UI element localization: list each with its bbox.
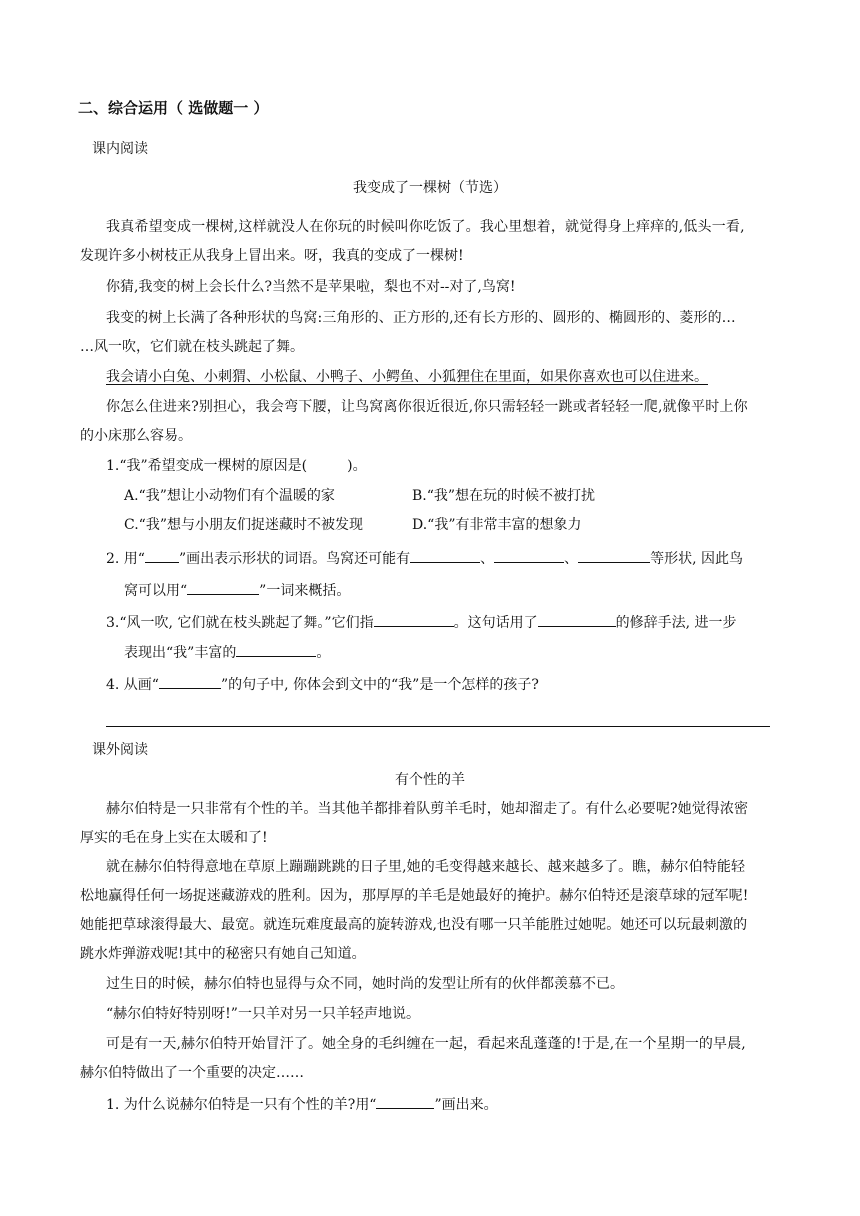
q3-line2-text-1: 表现出“我”丰富的 xyxy=(124,645,237,661)
q1-option-c[interactable]: C.“我”想与小朋友们捉迷藏时不被发现 xyxy=(124,517,363,533)
q2-blank-3[interactable] xyxy=(578,548,650,563)
q3-line2-text-2: 。 xyxy=(316,645,331,661)
q3-text-3: 的修辞手法, 进一步 xyxy=(615,615,737,631)
q4-text-1: 4. 从画“ xyxy=(106,677,159,693)
outclass-p2-line2: 松地赢得任何一场捉迷藏游戏的胜利。因为，那厚厚的羊毛是她最好的掩护。赫尔伯特还是滚草球的冠军呢! xyxy=(80,888,749,904)
inclass-question-3 xyxy=(106,612,736,633)
inclass-p5-line1: 你怎么住进来?别担心，我会弯下腰，让鸟窝离你很近很近,你只需轻轻一跳或者轻轻一爬,就像平时上你 xyxy=(106,399,748,415)
inclass-p4-underlined-sentence: 我会请小白兔、小刺猬、小松鼠、小鸭子、小鳄鱼、小狐狸住在里面，如果你喜欢也可以住进来。 xyxy=(106,369,708,385)
q3-text-1: 3.“风一吹, 它们就在枝头跳起了舞。”它们指 xyxy=(106,615,374,631)
q2-text-3: 等形状, 因此鸟 xyxy=(650,551,744,567)
q2-line2-text-2: ”一词来概括。 xyxy=(259,583,351,599)
outclass-p2-line3: 她能把草球滚得最大、最宽。就连玩难度最高的旋转游戏,也没有哪一只羊能胜过她呢。她还可以玩最刺激的 xyxy=(80,917,748,933)
q1-stem: 1.“我”希望变成一棵树的原因是( xyxy=(106,458,308,474)
section-heading: 二、综合运用（ 选做题一 ） xyxy=(78,99,269,117)
outclass-p2-line4: 跳水炸弹游戏呢!其中的秘密只有她自己知道。 xyxy=(80,946,366,962)
q4-underline-sample xyxy=(159,674,221,689)
q1-option-b[interactable]: B.“我”想在玩的时候不被打扰 xyxy=(412,488,596,504)
q2-line2-text-1: 窝可以用“ xyxy=(124,583,188,599)
outclass-p3: 过生日的时候，赫尔伯特也显得与众不同，她时尚的发型让所有的伙伴都羡慕不已。 xyxy=(106,976,624,992)
oq1-text-2: ”画出来。 xyxy=(434,1097,498,1113)
q2-text-1: 2. 用“ xyxy=(106,551,145,567)
oq1-underline-sample xyxy=(376,1094,434,1109)
outclass-p5-line1: 可是有一天,赫尔伯特开始冒汗了。她全身的毛纠缠在一起，看起来乱蓬蓬的!于是,在一个星期一的早晨, xyxy=(106,1036,746,1052)
inclass-question-1 xyxy=(106,456,367,476)
q2-blank-2[interactable] xyxy=(494,548,564,563)
outclass-p4: “赫尔伯特好特别呀!”一只羊对另一只羊轻声地说。 xyxy=(106,1006,420,1022)
inclass-p3-line2: …风一吹，它们就在枝头跳起了舞。 xyxy=(80,339,304,355)
inclass-p2: 你猜,我变的树上会长什么?当然不是苹果啦，梨也不对--对了,鸟窝! xyxy=(106,279,516,295)
outclass-p1-line1: 赫尔伯特是一只非常有个性的羊。当其他羊都排着队剪羊毛时，她却溜走了。有什么必要呢?她觉得浓密 xyxy=(106,801,749,817)
oq1-text-1: 1. 为什么说赫尔伯特是一只有个性的羊?用“ xyxy=(106,1097,377,1113)
inclass-question-2-line2 xyxy=(124,580,350,601)
inclass-title: 我变成了一棵树（节选） xyxy=(353,180,507,196)
outclass-label: 课外阅读 xyxy=(92,742,148,758)
q2-blank-1[interactable] xyxy=(410,548,480,563)
inclass-label: 课内阅读 xyxy=(92,141,148,157)
q3-blank-3[interactable] xyxy=(236,642,316,657)
q2-sep-2: 、 xyxy=(564,551,579,567)
outclass-p5-line2: 赫尔伯特做出了一个重要的决定…… xyxy=(80,1065,304,1081)
q1-tail: )。 xyxy=(347,458,367,474)
q2-sep-1: 、 xyxy=(480,551,495,567)
q1-option-d[interactable]: D.“我”有非常丰富的想象力 xyxy=(412,517,582,533)
q3-blank-2[interactable] xyxy=(538,612,616,627)
q2-text-2: ”画出表示形状的词语。鸟窝还可能有 xyxy=(178,551,411,567)
q1-option-a[interactable]: A.“我”想让小动物们有个温暖的家 xyxy=(124,488,335,504)
inclass-p1-line2: 发现许多小树枝正从我身上冒出来。呀，我真的变成了一棵树! xyxy=(80,248,464,264)
inclass-p5-line2: 的小床那么容易。 xyxy=(80,428,192,444)
inclass-question-3-line2 xyxy=(124,642,330,663)
inclass-p1-line1: 我真希望变成一棵树,这样就没人在你玩的时候叫你吃饭了。我心里想着，就觉得身上痒痒的,低头一看, xyxy=(106,219,745,235)
outclass-p2-line1: 就在赫尔伯特得意地在草原上蹦蹦跳跳的日子里,她的毛变得越来越长、越来越多了。瞧，赫尔伯特能轻 xyxy=(106,859,746,875)
q2-blank-4[interactable] xyxy=(187,580,259,595)
outclass-title: 有个性的羊 xyxy=(395,772,465,788)
outclass-p1-line2: 厚实的毛在身上实在太暖和了! xyxy=(80,830,268,846)
q2-underline-sample xyxy=(145,548,179,563)
inclass-question-4 xyxy=(106,674,539,695)
inclass-p3-line1: 我变的树上长满了各种形状的鸟窝:三角形的、正方形的,还有长方形的、圆形的、椭圆形的、菱形的… xyxy=(106,310,736,326)
outclass-question-1 xyxy=(106,1094,498,1115)
q3-blank-1[interactable] xyxy=(374,612,454,627)
q3-text-2: 。这句话用了 xyxy=(453,615,538,631)
q4-text-2: ”的句子中, 你体会到文中的“我”是一个怎样的孩子? xyxy=(220,677,539,693)
q4-answer-line[interactable] xyxy=(106,726,770,727)
inclass-question-2 xyxy=(106,548,743,569)
